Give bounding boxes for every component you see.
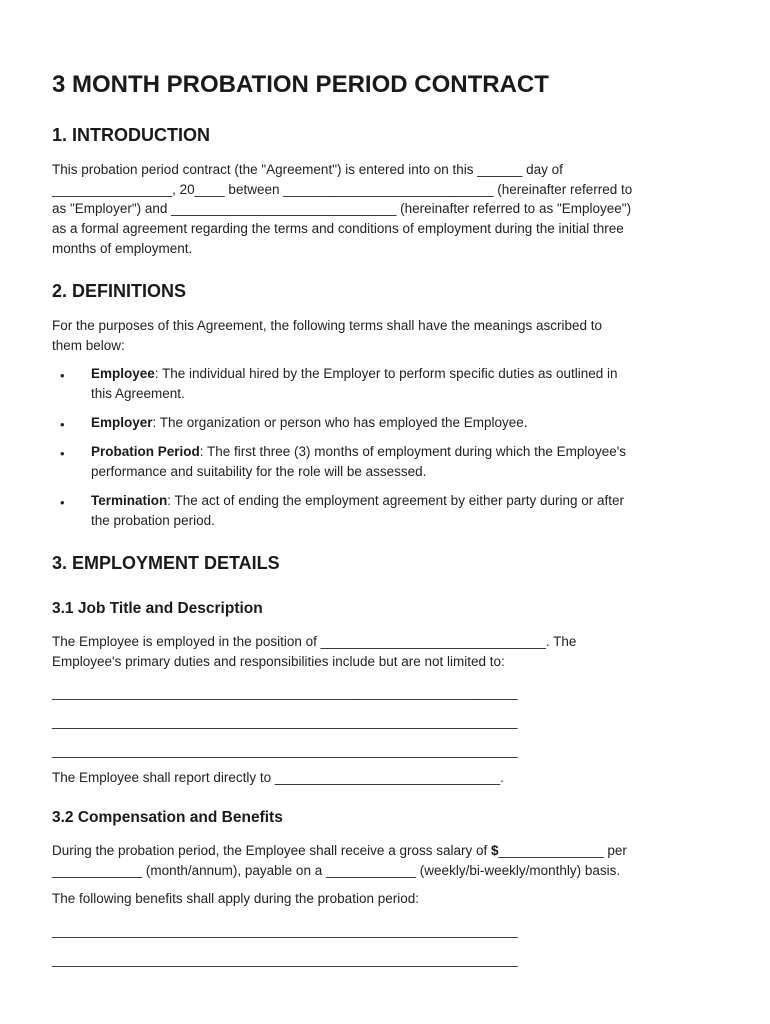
definition-termination [91,491,624,530]
definition-line: this Agreement. [91,385,185,401]
definitions-intro-line: For the purposes of this Agreement, the following terms shall have the meanings ascribed to [52,318,603,333]
definitions-intro-line: them below: [52,337,125,353]
definition-term: Employee [91,366,155,381]
definition-employee [91,364,618,403]
salary-text: During the probation period, the Employee shall receive a gross salary of [52,843,491,858]
duties-blank-line: ______________________________________________________________ [52,685,518,700]
introduction-line: months of employment. [52,240,193,256]
definition-line: the probation period. [91,512,215,528]
introduction-line: as "Employer") and ______________________________ (hereinafter referred to as "Employee") [52,201,632,217]
introduction-paragraph [52,160,632,259]
dollar-symbol: $ [491,843,499,858]
introduction-line: as a formal agreement regarding the terms and conditions of employment during the initial three [52,221,624,237]
salary-blank: ______________ per [498,843,627,858]
report-line [52,768,504,788]
employment-details-heading: 3. EMPLOYMENT DETAILS [52,553,280,573]
definition-text: : The organization or person who has employed the Employee. [152,415,528,430]
job-title-line: Employee's primary duties and responsibilities include but are not limited to: [52,653,505,669]
benefits-intro-text: The following benefits shall apply during the probation period: [52,891,419,906]
introduction-heading: 1. INTRODUCTION [52,125,211,145]
job-title-line: The Employee is employed in the position of ______________________________. The [52,634,577,649]
bullet-icon: • [60,495,65,510]
definition-line: performance and suitability for the role will be assessed. [91,463,427,479]
duties-blank-line: ______________________________________________________________ [52,743,518,758]
job-title-paragraph [52,632,576,671]
definition-line [91,442,626,462]
duties-blank-line: ______________________________________________________________ [52,714,518,729]
definition-term: Probation Period [91,444,200,459]
compensation-heading: 3.2 Compensation and Benefits [52,809,283,826]
introduction-line: This probation period contract (the "Agreement") is entered into on this ______ day of [52,162,563,177]
report-line-text: The Employee shall report directly to ______________________________. [52,770,504,785]
definition-probation-period [91,442,626,481]
benefits-blank-line: ______________________________________________________________ [52,923,518,938]
definition-line [91,413,528,433]
compensation-paragraph [52,841,627,880]
definition-text: : The act of ending the employment agreement by either party during or after [167,493,625,508]
definitions-heading: 2. DEFINITIONS [52,281,187,301]
definition-employer [91,413,528,433]
definition-line [91,491,624,511]
benefits-intro [52,889,419,909]
bullet-icon: • [60,446,65,461]
benefits-blank-line: ______________________________________________________________ [52,952,518,967]
definition-term: Termination [91,493,168,508]
job-title-heading: 3.1 Job Title and Description [52,600,263,617]
bullet-icon: • [60,368,65,383]
document-title: 3 MONTH PROBATION PERIOD CONTRACT [52,71,549,98]
salary-line [52,841,627,861]
definition-term: Employer [91,415,153,430]
definition-line [91,364,618,384]
bullet-icon: • [60,417,65,432]
definition-text: : The individual hired by the Employer to perform specific duties as outlined in [154,366,618,381]
salary-line: ____________ (month/annum), payable on a ____________ (weekly/bi-weekly/monthly) basis. [52,862,621,878]
introduction-line: ________________, 20____ between ____________________________ (hereinafter referred to [52,181,633,197]
definitions-intro [52,316,602,355]
definition-text: : The first three (3) months of employment during which the Employee's [199,444,627,459]
